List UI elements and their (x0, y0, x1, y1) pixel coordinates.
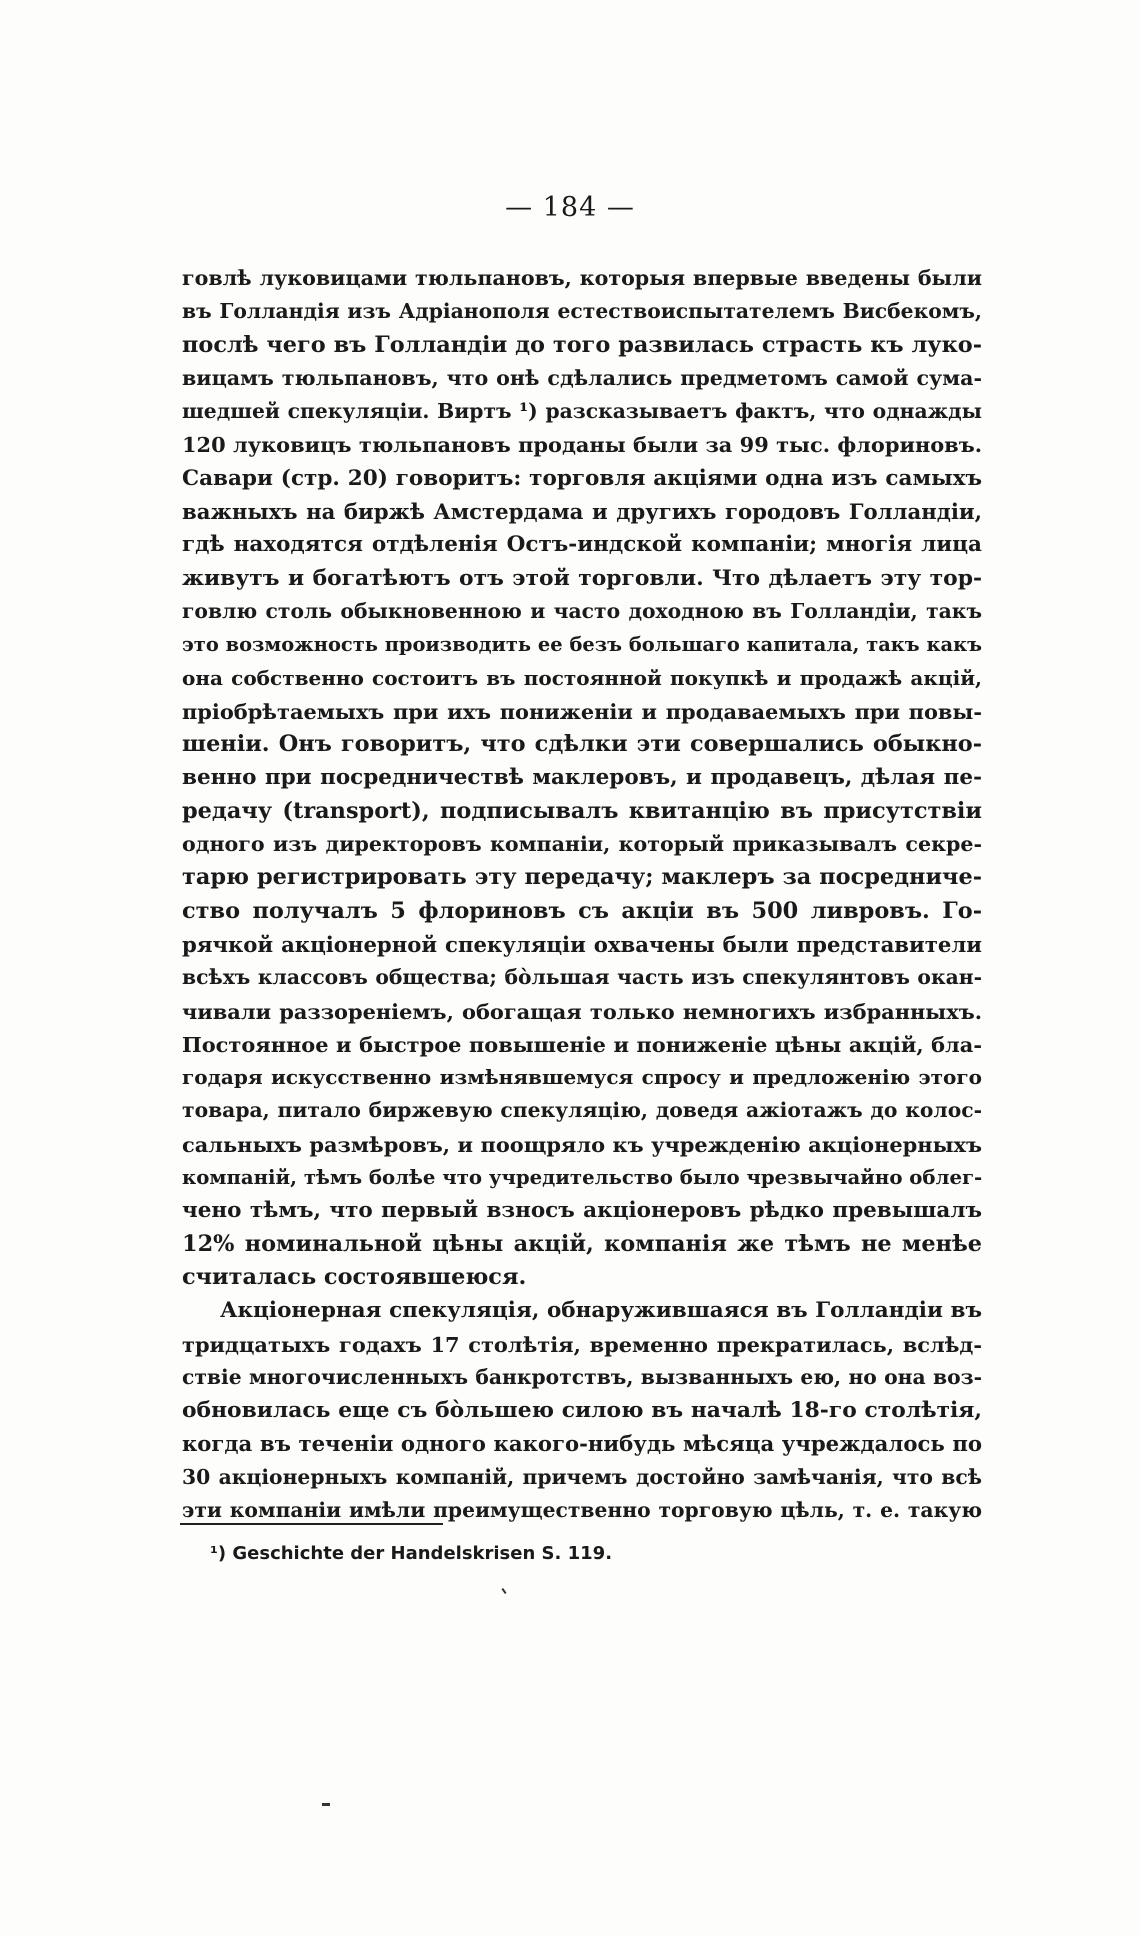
text-line: когда въ теченіи одного какого-нибудь мѣсяца учреждалось по (182, 1431, 982, 1457)
text-line: ство получалъ 5 флориновъ съ акціи въ 500 ливровъ. Го- (182, 897, 982, 924)
text-line: говлѣ луковицами тюльпановъ, которыя впервые введены были (182, 266, 982, 290)
text-line: сальныхъ размѣровъ, и поощряло къ учрежденію акціонерныхъ (182, 1131, 982, 1157)
text-line: живутъ и богатѣютъ отъ этой торговли. Что дѣлаетъ эту тор- (182, 565, 982, 591)
text-line: важныхъ на биржѣ Амстердама и другихъ городовъ Голландіи, (182, 499, 982, 525)
text-line: Акціонерная спекуляція, обнаружившаяся въ Голландіи въ (220, 1298, 982, 1324)
page-number: — 184 — (505, 192, 635, 223)
text-line: тридцатыхъ годахъ 17 столѣтія, временно прекратилась, вслѣд- (182, 1331, 982, 1357)
text-line: Савари (стр. 20) говоритъ: торговля акціями одна изъ самыхъ (182, 465, 982, 491)
text-line: одного изъ директоровъ компаніи, который приказывалъ секре- (182, 832, 982, 857)
footnote: ¹) Geschichte der Handelskrisen S. 119. (210, 1543, 613, 1564)
text-line: считалась состоявшеюся. (182, 1263, 527, 1290)
text-line: 120 луковицъ тюльпановъ проданы были за 99 тыс. флориновъ. (182, 432, 982, 458)
text-line: вицамъ тюльпановъ, что онѣ сдѣлались предметомъ самой сума- (182, 365, 982, 390)
text-line: въ Голландія изъ Адріанополя естествоиспытателемъ Висбекомъ, (182, 299, 982, 324)
footnote-divider (180, 1523, 443, 1525)
text-line: чено тѣмъ, что первый взносъ акціонеровъ рѣдко превышалъ (182, 1198, 982, 1224)
text-line: послѣ чего въ Голландіи до того развилась страсть къ луко- (182, 331, 982, 358)
text-line: редачу (transport), подписывалъ квитанцію въ присутствіи (182, 797, 982, 824)
text-line: 30 акціонерныхъ компаній, причемъ достойно замѣчанія, что всѣ (182, 1464, 982, 1489)
scan-speck (501, 1588, 506, 1594)
text-line: тарю регистрировать эту передачу; маклеръ за посредниче- (182, 864, 982, 891)
text-line: это возможность производить ее безъ большаго капитала, такъ какъ (182, 633, 982, 657)
text-line: шеніи. Онъ говоритъ, что сдѣлки эти совершались обыкно- (182, 731, 982, 758)
text-line: Постоянное и быстрое повышеніе и пониженіе цѣны акцій, бла- (182, 1031, 982, 1057)
body-text (182, 262, 982, 1527)
text-line: 12% номинальной цѣны акцій, компанія же тѣмъ не менѣе (182, 1230, 982, 1257)
text-line: шедшей спекуляціи. Виртъ ¹) разсказываетъ фактъ, что однажды (182, 399, 982, 424)
text-line: пріобрѣтаемыхъ при ихъ пониженіи и продаваемыхъ при повы- (182, 698, 982, 724)
text-line: годаря искусственно измѣнявшемуся спросу и предложенію этого (182, 1065, 982, 1090)
text-line: ствіе многочисленныхъ банкротствъ, вызванныхъ ею, но она воз- (182, 1364, 982, 1389)
text-line: компаній, тѣмъ болѣе что учредительство было чрезвычайно облег- (182, 1166, 982, 1190)
scan-speck (322, 1803, 330, 1806)
text-line: венно при посредничествѣ маклеровъ, и продавецъ, дѣлая пе- (182, 765, 982, 791)
text-line: эти компаніи имѣли преимущественно торговую цѣль, т. е. такую (182, 1497, 982, 1522)
text-line: всѣхъ классовъ общества; бо̀льшая часть изъ спекулянтовъ окан- (182, 965, 982, 990)
text-line: говлю столь обыкновенною и часто доходною въ Голландіи, такъ (182, 598, 982, 623)
text-line: обновилась еще съ бо̀льшею силою въ началѣ 18-го столѣтія, (182, 1398, 982, 1424)
text-line: она собственно состоитъ въ постоянной покупкѣ и продажѣ акцій, (182, 665, 982, 690)
text-line: рячкой акціонерной спекуляціи охвачены были представители (182, 931, 982, 957)
text-line: товара, питало биржевую спекуляцію, доведя ажіотажъ до колос- (182, 1098, 982, 1123)
text-line: чивали раззореніемъ, обогащая только немногихъ избранныхъ. (182, 998, 982, 1024)
text-line: гдѣ находятся отдѣленія Остъ-индской компаніи; многія лица (182, 532, 982, 558)
